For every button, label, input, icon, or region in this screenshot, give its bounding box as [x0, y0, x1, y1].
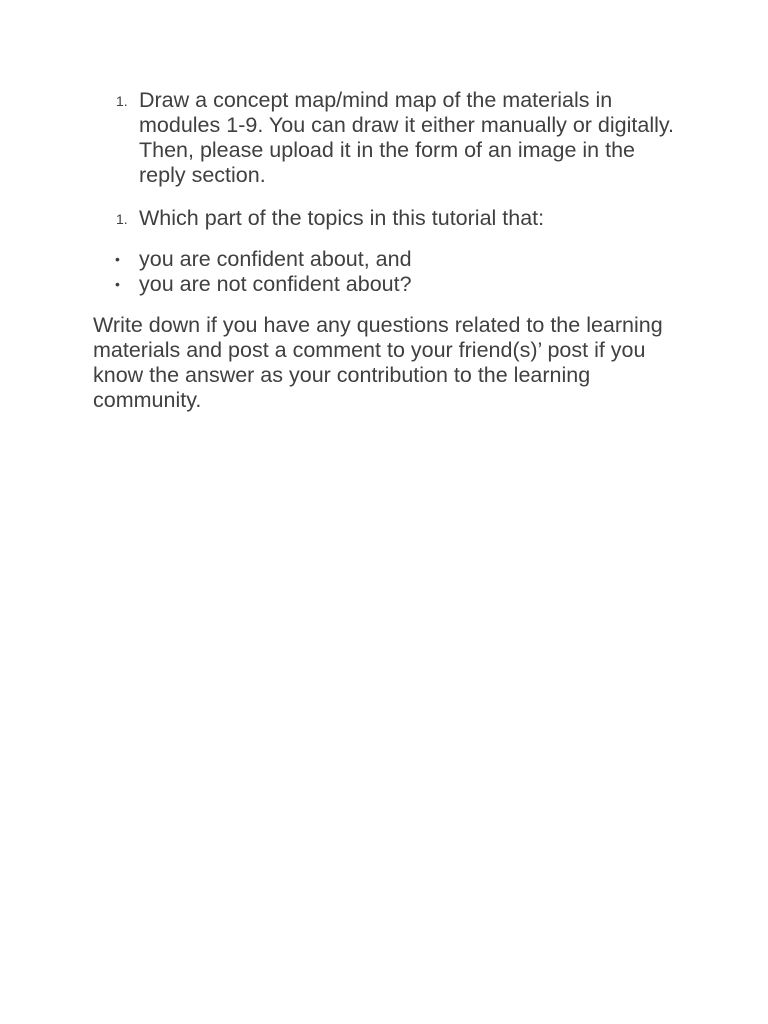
numbered-item-text: Draw a concept map/mind map of the materials in modules 1-9. You can draw it either manually or digitally. Then, please upload it in the form of an image in the reply section.: [139, 88, 675, 187]
bullet-item-not-confident: [93, 272, 678, 297]
bullet-item-confident: [93, 247, 678, 272]
bullet-list: [93, 247, 678, 297]
list-number: 1.: [116, 93, 128, 109]
list-number: 1.: [116, 211, 128, 227]
instruction-paragraph: Write down if you have any questions related to the learning materials and post a comment to your friend(s)’ post if you know the answer as your contribution to the learning community.: [93, 313, 663, 412]
numbered-item-topics: [93, 206, 678, 231]
bullet-text: you are confident about, and: [139, 247, 412, 271]
bullet-marker: •: [115, 276, 120, 292]
document-body: [93, 88, 678, 413]
bullet-text: you are not confident about?: [139, 272, 412, 296]
bullet-marker: •: [115, 251, 120, 267]
numbered-item-text: Which part of the topics in this tutorial that:: [139, 206, 545, 230]
numbered-item-concept-map: [93, 88, 678, 188]
